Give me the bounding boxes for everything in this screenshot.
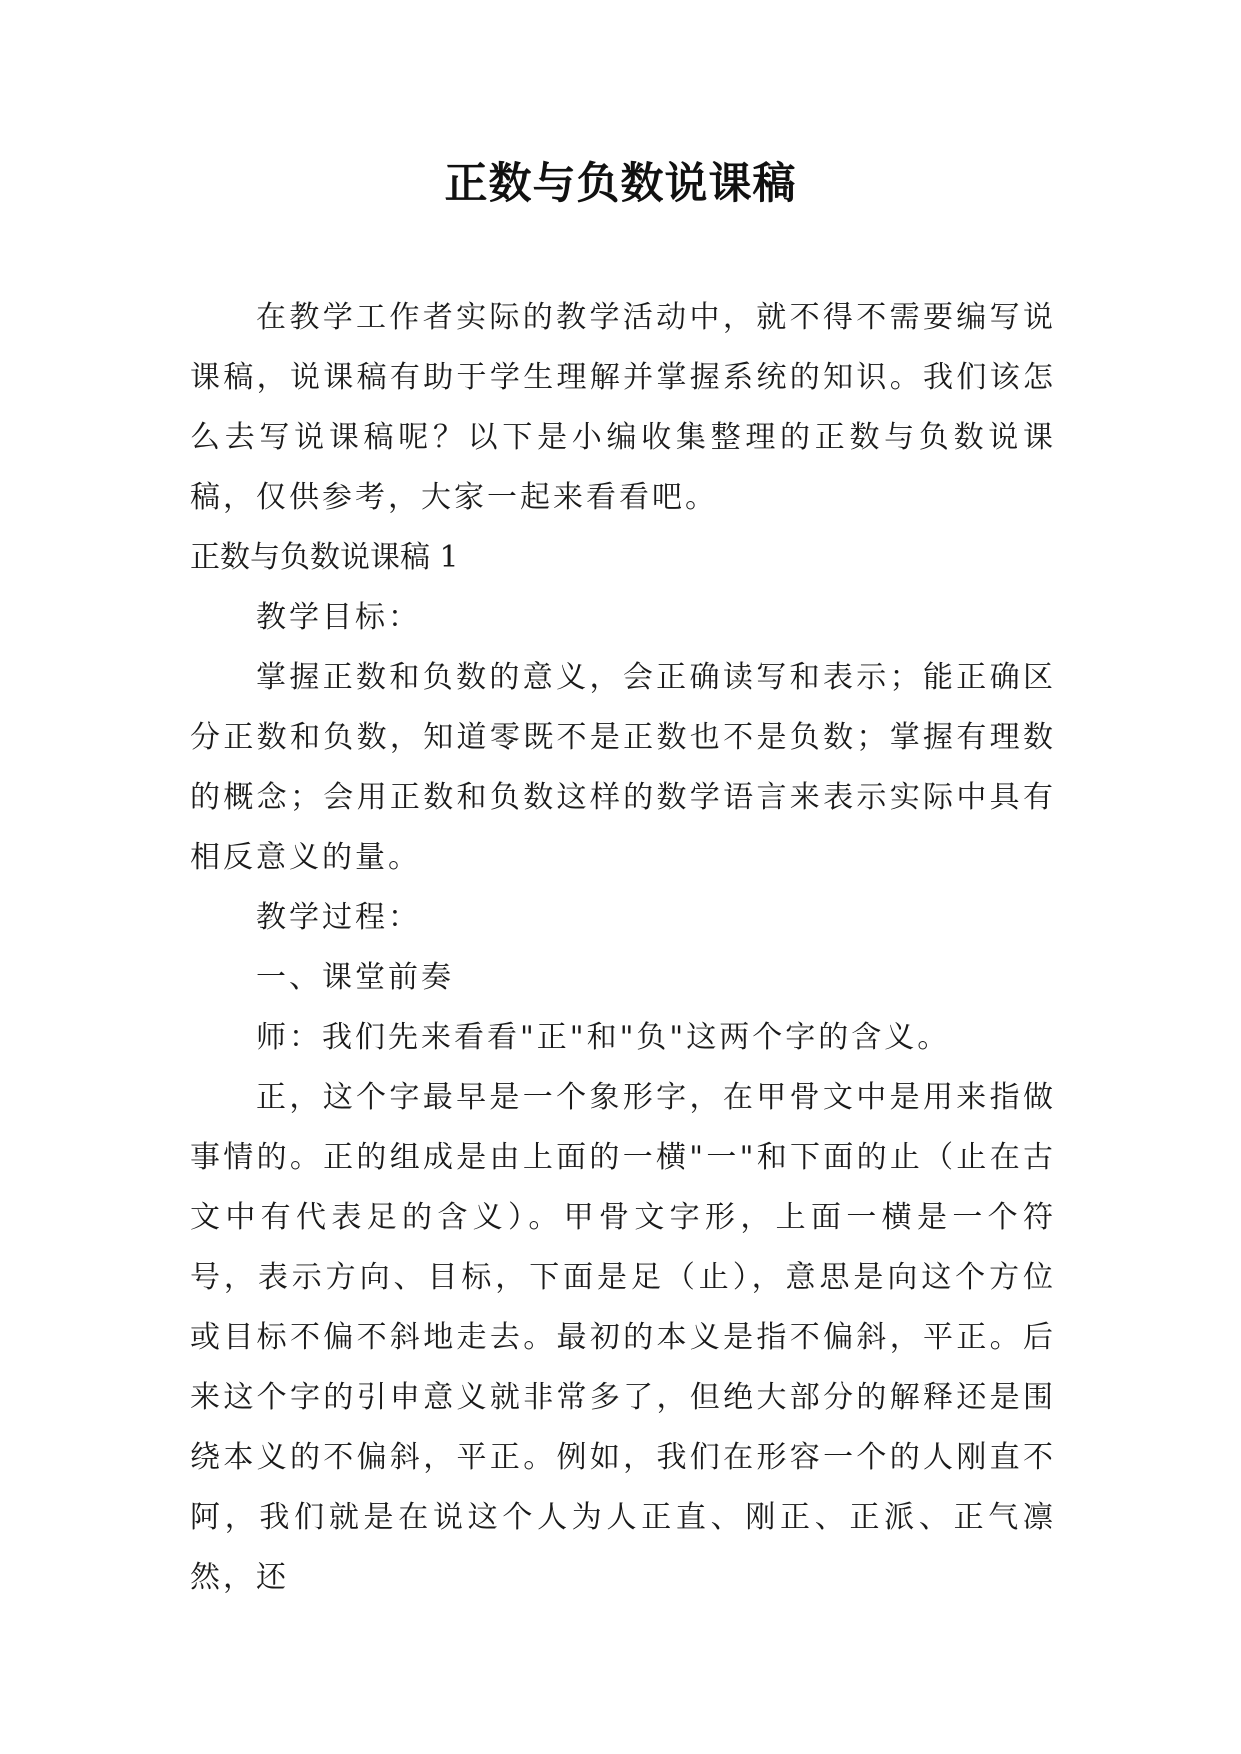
teacher-line: 师：我们先来看看"正"和"负"这两个字的含义。 — [256, 1020, 951, 1055]
document-body — [190, 288, 1056, 1608]
step-one-label: 一、课堂前奏 — [256, 960, 454, 995]
zheng-explanation-paragraph: 正，这个字最早是一个象形字，在甲骨文中是用来指做事情的。正的组成是由上面的一横"一"和下面的止（止在古文中有代表足的含义）。甲骨文字形，上面一横是一个符号，表示方向、目标，下面是足（止），意思是向这个方位或目标不偏不斜地走去。最初的本义是指不偏斜，平正。后来这个字的引申意义就非常多了，但绝大部分的解释还是围绕本义的不偏斜，平正。例如，我们在形容一个的人刚直不阿，我们就是在说这个人为人正直、刚正、正派、正气凛然，还 — [190, 1080, 1056, 1595]
document-title: 正数与负数说课稿 — [444, 159, 797, 209]
section-heading: 正数与负数说课稿 1 — [190, 540, 459, 575]
teaching-goal-label: 教学目标： — [256, 600, 421, 635]
intro-paragraph: 在教学工作者实际的教学活动中，就不得不需要编写说课稿，说课稿有助于学生理解并掌握系统的知识。我们该怎么去写说课稿呢？以下是小编收集整理的正数与负数说课稿，仅供参考，大家一起来看看吧。 — [190, 300, 1056, 515]
teaching-process-label: 教学过程： — [256, 900, 421, 935]
teaching-goal-paragraph: 掌握正数和负数的意义，会正确读写和表示；能正确区分正数和负数，知道零既不是正数也不是负数；掌握有理数的概念；会用正数和负数这样的数学语言来表示实际中具有相反意义的量。 — [190, 660, 1056, 875]
